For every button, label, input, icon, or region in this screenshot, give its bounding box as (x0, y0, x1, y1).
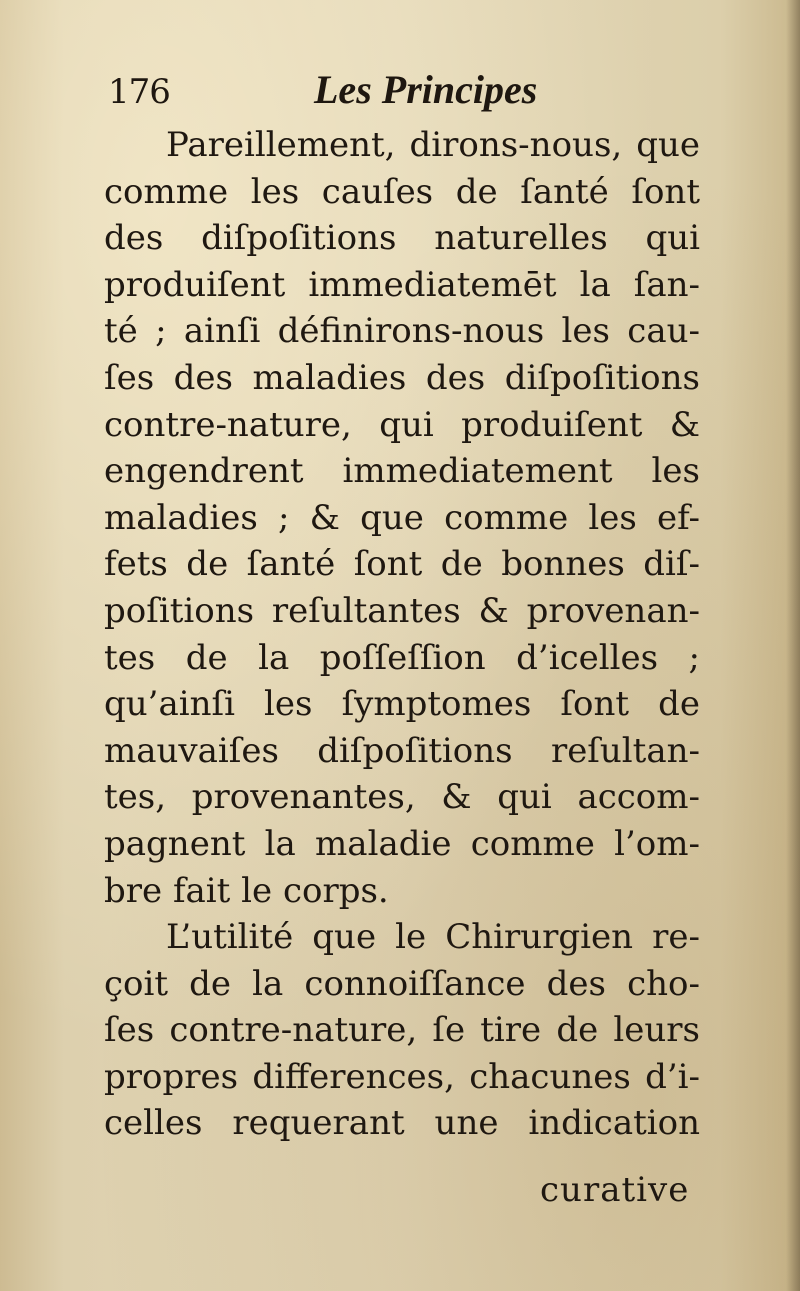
text-line: tes, provenantes, & qui accom- (104, 777, 700, 818)
page-edge-shadow (786, 0, 800, 1291)
text-line: contre-nature, qui produiſent & (104, 404, 700, 445)
text-line: té ; ainſi définirons-nous les cau- (104, 311, 700, 352)
page-header (108, 62, 708, 122)
text-line: tes de la poſſeſſion d’icelles ; (104, 637, 700, 678)
text-line: engendrent immediatement les (104, 451, 700, 492)
body-text (104, 122, 700, 1147)
text-line: Pareillement, dirons-nous, que (166, 125, 700, 165)
running-title: Les Principes (314, 67, 538, 112)
text-line: fets de ſanté ſont de bonnes diſ- (104, 544, 700, 585)
text-line: poſitions reſultantes & provenan- (104, 590, 700, 631)
text-line: ſes des maladies des diſpoſitions (104, 357, 700, 398)
text-line: comme les cauſes de ſanté ſont (104, 171, 700, 212)
text-line: propres differences, chacunes d’i- (104, 1056, 700, 1097)
text-line: qu’ainſi les ſymptomes ſont de (104, 684, 700, 725)
text-line: pagnent la maladie comme l’om- (104, 823, 700, 864)
text-line: çoit de la connoiſſance des cho- (104, 963, 700, 1004)
text-line: produiſent immediatemēt la ſan- (104, 264, 700, 305)
text-line: bre fait le corps. (104, 870, 389, 911)
text-line: celles requerant une indication (104, 1103, 700, 1144)
catchword: curative (540, 1170, 690, 1210)
text-line: maladies ; & que comme les ef- (104, 497, 700, 538)
page-number: 176 (108, 72, 170, 112)
text-line: des diſpoſitions naturelles qui (104, 218, 700, 259)
text-line: mauvaiſes diſpoſitions reſultan- (104, 730, 700, 771)
text-line: ſes contre-nature, ſe tire de leurs (104, 1010, 700, 1051)
text-line: L’utilité que le Chirurgien re- (166, 917, 700, 958)
